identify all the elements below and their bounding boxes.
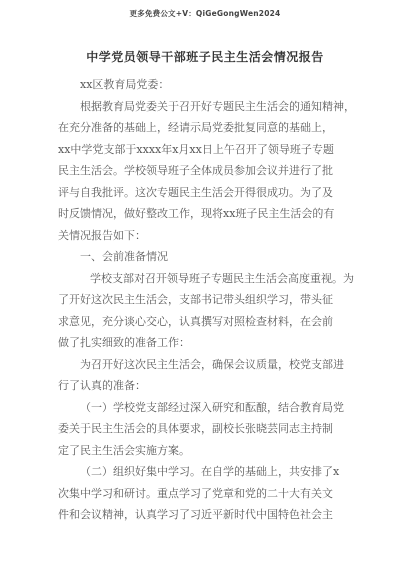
paragraph-line: 学校支部对召开领导班子专题民主生活会高度重视。为 (90, 271, 354, 285)
paragraph-line: 委关于民主生活会的具体要求，副校长张晓芸同志主持制 (58, 422, 333, 435)
paragraph-line: 了开好这次民主生活会，支部书记带头组织学习，带头征 (58, 293, 333, 306)
paragraph-line: 为召开好这次民主生活会，确保会议质量，校党支部进 (80, 357, 344, 371)
paragraph-line: xx中学党支部于xxxx年x月xx日上午召开了领导班子专题 (58, 142, 334, 156)
paragraph-line: 时反馈情况，做好整改工作，现将xx班子民主生活会的有 (58, 207, 335, 220)
paragraph-line: 件和会议精神，认真学习了习近平新时代中国特色社会主 (58, 508, 333, 521)
paragraph-line: 民主生活会。学校领导班子全体成员参加会议并进行了批 (58, 164, 333, 177)
list-item-line: （二）组织好集中学习。在自学的基础上，共安排了x (80, 465, 340, 478)
document-body (58, 74, 358, 526)
header-note: 更多免费公文+V：QiGeGongWen2024 (129, 9, 281, 18)
paragraph-line: 关情况报告如下： (58, 228, 146, 242)
paragraph-line: 根据教育局党委关于召开好专题民主生活会的通知精神， (80, 99, 355, 113)
paragraph-line: 行了认真的准备： (58, 379, 146, 392)
paragraph-line: 评与自我批评。这次专题民主生活会开得很成功。为了及 (58, 185, 333, 199)
paragraph-line: 次集中学习和研讨。重点学习了党章和党的二十大有关文 (58, 486, 333, 500)
paragraph-line: 在充分准备的基础上，经请示局党委批复同意的基础上， (58, 121, 333, 134)
paragraph-line: 求意见，充分谈心交心，认真撰写对照检查材料，在会前 (58, 314, 333, 328)
paragraph-line: 做了扎实细致的准备工作： (58, 336, 190, 349)
section-heading: 一、会前准备情况 (80, 250, 168, 263)
document-title: 中学党员领导干部班子民主生活会情况报告 (86, 50, 324, 64)
paragraph-line: 定了民主生活会实施方案。 (58, 443, 190, 457)
list-item-line: （一）学校党支部经过深入研究和酝酿，结合教育局党 (80, 400, 344, 414)
salutation-line: xx区教育局党委： (80, 78, 170, 91)
